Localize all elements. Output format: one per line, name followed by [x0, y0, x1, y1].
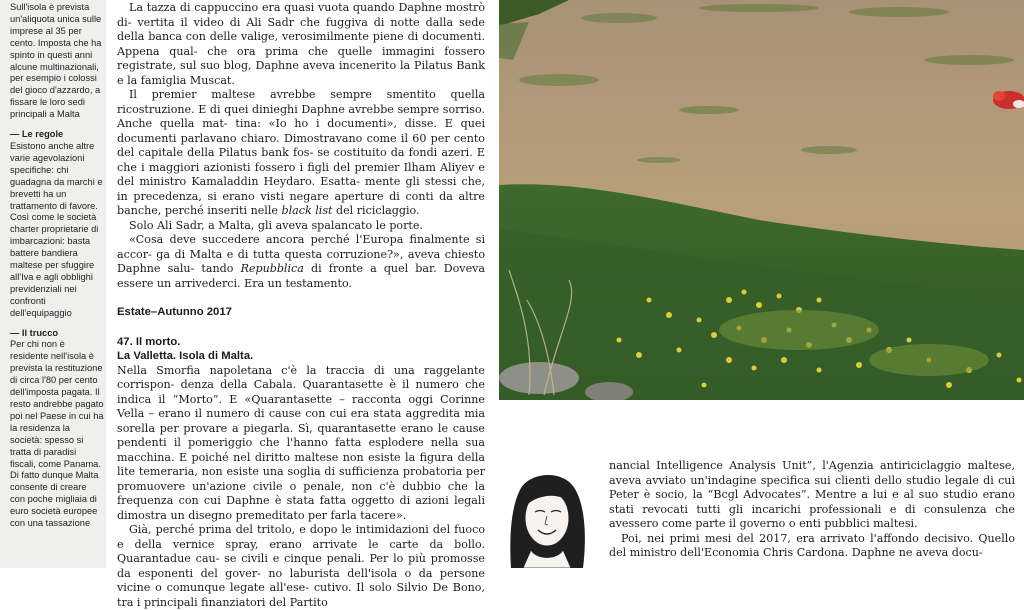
- portrait-sketch: [501, 466, 594, 568]
- paragraph-4-text: «Cosa deve succedere ancora perché l'Europa finalmente si accor- ga di Malta e di tutta questa corruzione?», aveva chiesto Daphne salu- tando: [117, 233, 485, 275]
- field-photo: [499, 0, 1024, 400]
- chapter-title-1: 47. Il morto.: [117, 335, 181, 348]
- sidebar-trucco-title: — Il trucco: [10, 327, 59, 338]
- author-portrait: [501, 466, 594, 568]
- sidebar-text: [10, 2, 104, 530]
- paragraph-3: Solo Ali Sadr, a Malta, gli aveva spalancato le porte.: [129, 218, 423, 232]
- sidebar-regole-title: — Le regole: [10, 129, 64, 140]
- sidebar-intro: Sull'isola è prevista un'aliquota unica sulle imprese al 35 per cento. Imposta che ha spinto in questi anni alcune multinazionali, per esempio i colossi del gioco d'azzardo, a fissare le loro sedi principali a Malta: [10, 2, 102, 120]
- sidebar-box: [0, 0, 106, 568]
- paragraph-4-italic: Repubblica: [240, 262, 304, 275]
- paragraph-4: [117, 233, 485, 291]
- paragraph-2-text: Il premier maltese avrebbe sempre smentito quella ricostruzione. E di quei dinieghi Daphne avrebbe sempre sorriso. Anche quella mat- tina: «Io ho i documenti», disse. E quei documenti parlavano chiaro. Dimostravano come il 60 per cento del capitale della Pilatus bank fos- se costituito da fondi azeri. E che i maggiori azionisti fossero i figli del premier Ilham Aliyev e del ministro Kamaladdin Heydaro. Esatta- mente gli stessi che, in precedenza, si erano visti negare aperture di conti da altre banche, perché inseriti nelle: [117, 88, 485, 217]
- continuation-paragraph-2: Poi, nei primi mesi del 2017, era arrivato l'affondo decisivo. Quello del ministro dell'Economia Chris Cardona. Daphne ne aveva docu-: [609, 531, 1015, 559]
- chapter-title-2: La Valletta. Isola di Malta.: [117, 350, 254, 362]
- sidebar-regole-text: Esistono anche altre varie agevolazioni specifiche: chi guadagna da marchi e brevetti ha un trattamento di favore. Così come le società charter proprietarie di imbarcazioni: basta battere bandiera maltese per sfuggire all'Iva e agli obblighi previdenziali nei confronti dell'equipaggio: [10, 140, 103, 318]
- paragraph-2-end: del riciclaggio.: [336, 204, 420, 217]
- section-heading: Estate–Autunno 2017: [117, 306, 232, 318]
- paragraph-5: Nella Smorfia napoletana c'è la traccia di una raggelante corrispon- denza della Cabala. Quarantasette è il numero che indica il “Morto”. E «Quarantasette – racconta oggi Corinne Vella – erano il numero di cause con cui era stata aggredita mia sorella per provare a piegarla. Sì, quarantasette erano le cause pendenti il pomeriggio che l'hanno fatta esplodere nella sua macchina. E poiché nel diritto maltese non esiste la figura della lite temeraria, non esiste una soglia di sufficienza probatoria per promuovere un'azione civile o penale, non c'è dubbio che la frequenza con cui Daphne è stata fatta oggetto di azioni legali dimostra un disegno premeditato per farla tacere».: [117, 363, 485, 522]
- paragraph-2-italic: black list: [281, 204, 333, 217]
- field-photo-image: [499, 0, 1024, 400]
- paragraph-2: [117, 88, 485, 219]
- sidebar-trucco-text: Per chi non è residente nell'isola è prevista la restituzione di circa l'80 per cento dell'imposta pagata. Il resto andrebbe pagato poi nel Paese in cui ha la residenza la società: spesso si tratta di paradisi fiscali, come Panama. Di fatto dunque Malta consente di creare con poche migliaia di euro società europee con una tassazione: [10, 339, 104, 529]
- continuation-column: [609, 459, 1015, 561]
- memorial-flowers: [993, 91, 1024, 109]
- paragraph-1: La tazza di cappuccino era quasi vuota quando Daphne mostrò di- vertita il video di Ali Sadr che fuggiva di notte dalla sede della banca con delle valige, verosimilmente piene di documenti. Appena qual- che ora prima che quelle immagini fossero registrate, sul suo blog, Daphne aveva incenerito la Pilatus Bank e la famiglia Muscat.: [117, 1, 485, 87]
- continuation-paragraph-1: nancial Intelligence Analysis Unit”, l'Agenzia antiriciclaggio maltese, aveva avviato un'indagine specifica sui clienti dello studio legale di cui Peter è socio, la “Bcgl Advocates”. Mentre a lui e al suo studio erano stati revocati tutti gli incarichi professionali e di consulenza che avessero come parte il governo o enti pubblici maltesi.: [609, 459, 1015, 530]
- article-column: [117, 0, 485, 610]
- paragraph-6: Già, perché prima del tritolo, e dopo le intimidazioni del fuoco e della vernice spray, erano arrivate le carte da bollo. Quarantadue cau- se civili e cinque penali. Per lo più promosse da esponenti del gover- no laburista dell'isola o da persone vicine o comunque legate all'ese- cutivo. Il solo Silvio De Bono, tra i principali finanziatori del Partito: [117, 523, 485, 609]
- paragraph-4-end: di fronte a quel bar. Doveva essere un arrivederci. Era un testamento.: [117, 262, 486, 290]
